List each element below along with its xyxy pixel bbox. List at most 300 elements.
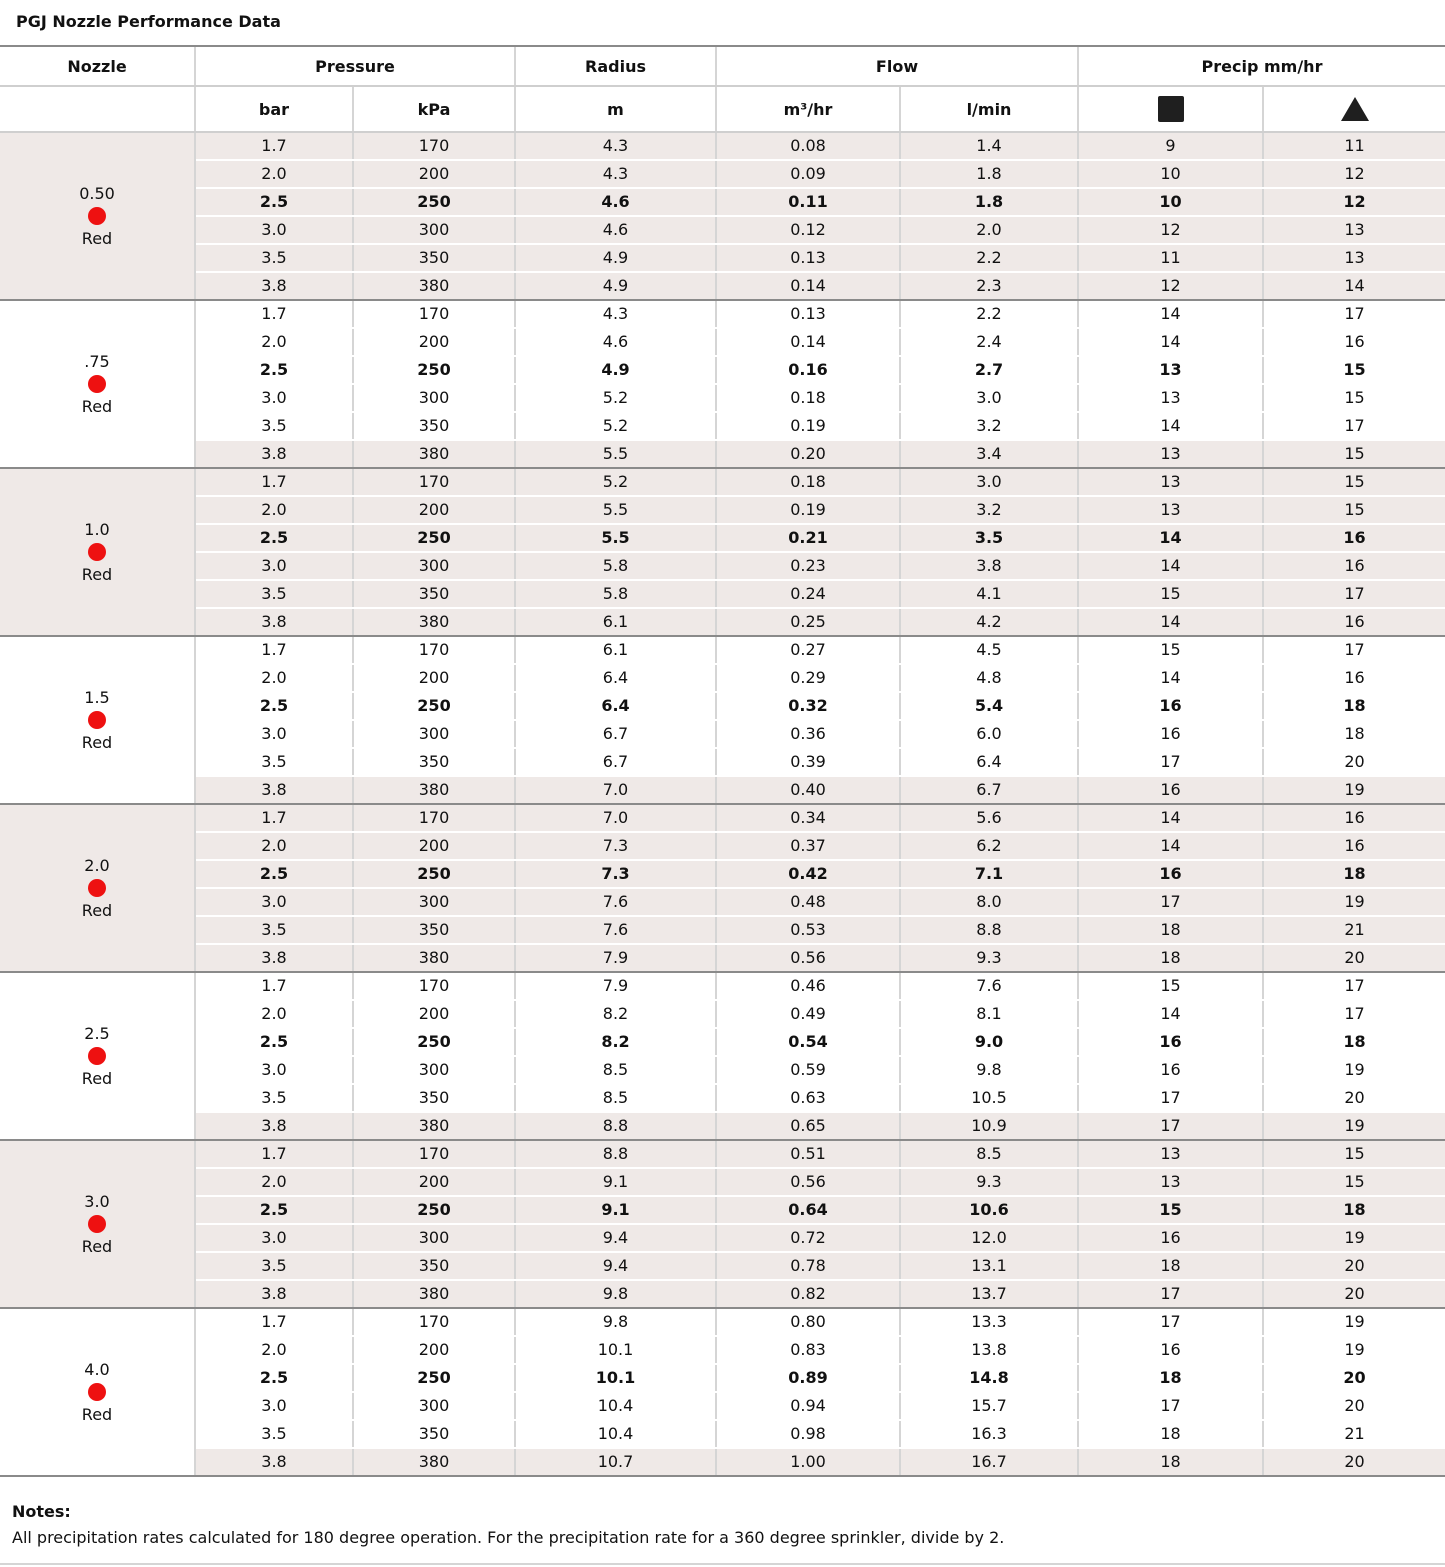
bar-cell: 3.0 [195,1224,353,1252]
precip-triangle-cell: 12 [1263,188,1445,216]
nozzle-color-label: Red [81,733,113,752]
table-row [0,1196,1445,1224]
kpa-cell: 350 [353,412,515,440]
table-row [0,552,1445,580]
radius-cell: 4.3 [515,160,716,188]
precip-square-cell: 13 [1078,384,1263,412]
precip-square-cell: 16 [1078,1056,1263,1084]
bar-cell: 2.0 [195,1168,353,1196]
precip-square-cell: 17 [1078,888,1263,916]
red-dot-icon [88,375,106,393]
pressure-header: Pressure [195,46,515,86]
flow-m3hr-cell: 0.13 [716,300,900,328]
precip-square-cell: 16 [1078,692,1263,720]
radius-cell: 4.6 [515,188,716,216]
nozzle-color-label: Red [81,1069,113,1088]
kpa-cell: 250 [353,1364,515,1392]
bar-cell: 3.8 [195,1448,353,1476]
radius-cell: 9.8 [515,1280,716,1308]
radius-cell: 5.2 [515,384,716,412]
flow-lmin-cell: 9.8 [900,1056,1078,1084]
flow-m3hr-cell: 0.51 [716,1140,900,1168]
precip-square-cell: 15 [1078,1196,1263,1224]
flow-lmin-cell: 13.8 [900,1336,1078,1364]
table-row [0,888,1445,916]
flow-m3hr-cell: 0.83 [716,1336,900,1364]
bottom-divider [0,1563,1445,1565]
flow-m3hr-cell: 0.08 [716,132,900,160]
radius-cell: 4.3 [515,300,716,328]
flow-lmin-cell: 2.2 [900,300,1078,328]
red-dot-icon [88,207,106,225]
radius-cell: 5.5 [515,440,716,468]
unit-m3hr: m³/hr [716,86,900,132]
radius-cell: 10.4 [515,1420,716,1448]
table-row [0,972,1445,1000]
bar-cell: 2.5 [195,692,353,720]
flow-lmin-cell: 2.0 [900,216,1078,244]
red-dot-icon [88,543,106,561]
radius-cell: 5.5 [515,496,716,524]
red-dot-icon [88,1047,106,1065]
kpa-cell: 200 [353,160,515,188]
bar-cell: 2.0 [195,496,353,524]
flow-lmin-cell: 4.1 [900,580,1078,608]
precip-square-cell: 14 [1078,664,1263,692]
flow-lmin-cell: 8.8 [900,916,1078,944]
flow-m3hr-cell: 0.21 [716,524,900,552]
precip-square-cell: 14 [1078,832,1263,860]
flow-m3hr-cell: 0.39 [716,748,900,776]
precip-square-cell: 13 [1078,496,1263,524]
flow-m3hr-cell: 0.14 [716,272,900,300]
table-row [0,860,1445,888]
bar-cell: 3.8 [195,776,353,804]
flow-lmin-cell: 9.3 [900,1168,1078,1196]
table-row [0,468,1445,496]
table-row [0,916,1445,944]
table-row [0,1224,1445,1252]
precip-square-cell: 17 [1078,1112,1263,1140]
bar-cell: 1.7 [195,636,353,664]
precip-triangle-cell: 19 [1263,1336,1445,1364]
radius-cell: 7.0 [515,776,716,804]
flow-lmin-cell: 3.4 [900,440,1078,468]
kpa-cell: 250 [353,356,515,384]
kpa-cell: 170 [353,300,515,328]
nozzle-color-label: Red [81,397,113,416]
precip-triangle-cell: 16 [1263,552,1445,580]
precip-triangle-cell: 15 [1263,1168,1445,1196]
radius-cell: 9.1 [515,1168,716,1196]
precip-square-cell: 14 [1078,300,1263,328]
precip-square-cell: 13 [1078,1168,1263,1196]
precip-triangle-cell: 17 [1263,412,1445,440]
flow-lmin-cell: 3.0 [900,384,1078,412]
precip-square-cell: 11 [1078,244,1263,272]
nozzle-cell [0,636,195,804]
flow-lmin-cell: 3.0 [900,468,1078,496]
bar-cell: 3.5 [195,1084,353,1112]
flow-m3hr-cell: 0.18 [716,468,900,496]
flow-lmin-cell: 1.8 [900,188,1078,216]
bar-cell: 3.0 [195,888,353,916]
bar-cell: 1.7 [195,972,353,1000]
flow-m3hr-cell: 0.27 [716,636,900,664]
red-dot-icon [88,711,106,729]
kpa-cell: 200 [353,664,515,692]
red-dot-icon [88,1383,106,1401]
radius-cell: 7.3 [515,832,716,860]
precip-square-cell: 14 [1078,608,1263,636]
table-row [0,636,1445,664]
nozzle-performance-table [0,45,1445,1477]
radius-cell: 6.7 [515,720,716,748]
precip-triangle-cell: 18 [1263,692,1445,720]
flow-lmin-cell: 1.8 [900,160,1078,188]
bar-cell: 2.0 [195,328,353,356]
precip-square-cell: 10 [1078,160,1263,188]
radius-cell: 8.2 [515,1000,716,1028]
radius-cell: 10.4 [515,1392,716,1420]
flow-lmin-cell: 13.3 [900,1308,1078,1336]
unit-bar: bar [195,86,353,132]
notes-section [12,1502,1432,1548]
precip-square-cell: 16 [1078,1336,1263,1364]
kpa-cell: 300 [353,720,515,748]
table-row [0,1420,1445,1448]
nozzle-size: 3.0 [84,1192,110,1211]
precip-triangle-cell: 17 [1263,300,1445,328]
flow-lmin-cell: 6.4 [900,748,1078,776]
flow-m3hr-cell: 0.54 [716,1028,900,1056]
flow-lmin-cell: 4.5 [900,636,1078,664]
table-body [0,132,1445,1476]
kpa-cell: 170 [353,1308,515,1336]
flow-lmin-cell: 4.2 [900,608,1078,636]
bar-cell: 1.7 [195,1140,353,1168]
precip-triangle-cell: 18 [1263,1028,1445,1056]
kpa-cell: 200 [353,1000,515,1028]
square-icon [1158,96,1184,122]
bar-cell: 3.0 [195,216,353,244]
table-row [0,132,1445,160]
precip-triangle-cell: 13 [1263,244,1445,272]
flow-m3hr-cell: 0.29 [716,664,900,692]
nozzle-color-label: Red [81,901,113,920]
precip-triangle-cell: 15 [1263,1140,1445,1168]
kpa-cell: 300 [353,552,515,580]
kpa-cell: 380 [353,1112,515,1140]
flow-m3hr-cell: 0.14 [716,328,900,356]
table-row [0,188,1445,216]
bar-cell: 3.0 [195,1392,353,1420]
bar-cell: 3.8 [195,440,353,468]
precip-triangle-cell: 15 [1263,496,1445,524]
flow-m3hr-cell: 0.63 [716,1084,900,1112]
bar-cell: 2.0 [195,832,353,860]
table-row [0,720,1445,748]
flow-lmin-cell: 2.3 [900,272,1078,300]
kpa-cell: 170 [353,132,515,160]
kpa-cell: 300 [353,384,515,412]
flow-lmin-cell: 3.2 [900,412,1078,440]
kpa-cell: 250 [353,1028,515,1056]
precip-triangle-cell: 16 [1263,608,1445,636]
red-dot-icon [88,879,106,897]
flow-lmin-cell: 8.5 [900,1140,1078,1168]
kpa-cell: 350 [353,580,515,608]
kpa-cell: 380 [353,608,515,636]
radius-cell: 10.7 [515,1448,716,1476]
flow-m3hr-cell: 0.13 [716,244,900,272]
precip-triangle-cell: 19 [1263,1112,1445,1140]
unit-lmin: l/min [900,86,1078,132]
precip-header: Precip mm/hr [1078,46,1445,86]
precip-triangle-cell: 17 [1263,636,1445,664]
precip-triangle-cell: 20 [1263,1448,1445,1476]
precip-triangle-cell: 19 [1263,888,1445,916]
flow-lmin-cell: 2.2 [900,244,1078,272]
precip-triangle-cell: 19 [1263,1056,1445,1084]
precip-triangle-cell: 16 [1263,664,1445,692]
kpa-cell: 380 [353,272,515,300]
precip-triangle-cell: 20 [1263,1392,1445,1420]
precip-square-cell: 17 [1078,748,1263,776]
table-row [0,216,1445,244]
nozzle-size: 4.0 [84,1360,110,1379]
flow-lmin-cell: 12.0 [900,1224,1078,1252]
flow-m3hr-cell: 0.42 [716,860,900,888]
precip-square-cell: 16 [1078,860,1263,888]
nozzle-header: Nozzle [0,46,195,86]
table-row [0,244,1445,272]
precip-triangle-cell: 17 [1263,1000,1445,1028]
precip-triangle-cell: 20 [1263,944,1445,972]
precip-triangle-cell: 11 [1263,132,1445,160]
flow-lmin-cell: 5.4 [900,692,1078,720]
red-dot-icon [88,1215,106,1233]
flow-lmin-cell: 5.6 [900,804,1078,832]
triangle-icon [1341,97,1369,121]
flow-m3hr-cell: 0.56 [716,1168,900,1196]
nozzle-size: 0.50 [79,184,115,203]
table-row [0,1084,1445,1112]
table-row [0,1280,1445,1308]
table-row [0,944,1445,972]
kpa-cell: 250 [353,860,515,888]
bar-cell: 3.8 [195,608,353,636]
radius-cell: 4.9 [515,356,716,384]
unit-row [0,86,1445,132]
flow-lmin-cell: 2.4 [900,328,1078,356]
flow-m3hr-cell: 0.53 [716,916,900,944]
notes-label: Notes: [12,1502,71,1521]
flow-lmin-cell: 2.7 [900,356,1078,384]
table-row [0,1392,1445,1420]
table-row [0,580,1445,608]
precip-triangle-cell: 14 [1263,272,1445,300]
bar-cell: 1.7 [195,300,353,328]
bar-cell: 2.5 [195,188,353,216]
bar-cell: 2.5 [195,1364,353,1392]
table-row [0,328,1445,356]
table-row [0,440,1445,468]
flow-lmin-cell: 9.0 [900,1028,1078,1056]
bar-cell: 2.5 [195,860,353,888]
flow-m3hr-cell: 0.20 [716,440,900,468]
flow-lmin-cell: 9.3 [900,944,1078,972]
table-row [0,1364,1445,1392]
precip-square-cell: 10 [1078,188,1263,216]
nozzle-color-label: Red [81,1237,113,1256]
bar-cell: 3.8 [195,1112,353,1140]
nozzle-color-label: Red [81,565,113,584]
precip-square-cell: 12 [1078,216,1263,244]
flow-lmin-cell: 8.1 [900,1000,1078,1028]
bar-cell: 3.5 [195,748,353,776]
table-row [0,748,1445,776]
flow-lmin-cell: 10.9 [900,1112,1078,1140]
kpa-cell: 300 [353,888,515,916]
kpa-cell: 380 [353,776,515,804]
flow-m3hr-cell: 1.00 [716,1448,900,1476]
table-row [0,496,1445,524]
table-row [0,272,1445,300]
bar-cell: 3.8 [195,944,353,972]
kpa-cell: 350 [353,1420,515,1448]
precip-triangle-cell: 13 [1263,216,1445,244]
table-row [0,1336,1445,1364]
table-row [0,1308,1445,1336]
flow-lmin-cell: 15.7 [900,1392,1078,1420]
nozzle-color-label: Red [81,1405,113,1424]
table-row [0,1448,1445,1476]
flow-m3hr-cell: 0.12 [716,216,900,244]
radius-header: Radius [515,46,716,86]
flow-m3hr-cell: 0.98 [716,1420,900,1448]
precip-square-cell: 14 [1078,804,1263,832]
precip-triangle-cell: 21 [1263,916,1445,944]
flow-m3hr-cell: 0.80 [716,1308,900,1336]
kpa-cell: 200 [353,1168,515,1196]
precip-triangle-cell: 16 [1263,804,1445,832]
radius-cell: 6.1 [515,608,716,636]
precip-triangle-cell: 20 [1263,1084,1445,1112]
precip-square-cell: 18 [1078,1448,1263,1476]
radius-cell: 5.8 [515,552,716,580]
unit-kpa: kPa [353,86,515,132]
flow-m3hr-cell: 0.34 [716,804,900,832]
precip-square-cell: 17 [1078,1392,1263,1420]
unit-m: m [515,86,716,132]
kpa-cell: 170 [353,972,515,1000]
precip-square-cell: 18 [1078,1252,1263,1280]
precip-square-cell: 16 [1078,776,1263,804]
flow-lmin-cell: 7.6 [900,972,1078,1000]
flow-lmin-cell: 6.0 [900,720,1078,748]
precip-triangle-cell: 18 [1263,1196,1445,1224]
flow-m3hr-cell: 0.78 [716,1252,900,1280]
bar-cell: 2.0 [195,664,353,692]
kpa-cell: 350 [353,748,515,776]
flow-lmin-cell: 3.5 [900,524,1078,552]
flow-m3hr-cell: 0.09 [716,160,900,188]
precip-triangle-cell: 21 [1263,1420,1445,1448]
precip-square-cell: 18 [1078,1364,1263,1392]
precip-triangle-cell: 17 [1263,972,1445,1000]
flow-m3hr-cell: 0.18 [716,384,900,412]
radius-cell: 6.1 [515,636,716,664]
flow-m3hr-cell: 0.59 [716,1056,900,1084]
radius-cell: 7.6 [515,888,716,916]
precip-triangle-cell: 16 [1263,524,1445,552]
precip-square-cell: 16 [1078,720,1263,748]
radius-cell: 8.8 [515,1140,716,1168]
precip-triangle-cell: 19 [1263,776,1445,804]
kpa-cell: 170 [353,636,515,664]
flow-m3hr-cell: 0.11 [716,188,900,216]
bar-cell: 2.0 [195,160,353,188]
radius-cell: 4.6 [515,328,716,356]
radius-cell: 6.4 [515,692,716,720]
kpa-cell: 300 [353,1392,515,1420]
flow-m3hr-cell: 0.19 [716,412,900,440]
radius-cell: 4.9 [515,272,716,300]
precip-square-cell: 15 [1078,580,1263,608]
radius-cell: 9.8 [515,1308,716,1336]
radius-cell: 5.2 [515,412,716,440]
table-row [0,300,1445,328]
kpa-cell: 380 [353,1280,515,1308]
nozzle-size: 1.0 [84,520,110,539]
precip-square-cell: 13 [1078,356,1263,384]
flow-lmin-cell: 13.1 [900,1252,1078,1280]
flow-lmin-cell: 10.5 [900,1084,1078,1112]
nozzle-cell [0,132,195,300]
kpa-cell: 250 [353,692,515,720]
radius-cell: 7.0 [515,804,716,832]
nozzle-cell [0,1308,195,1476]
flow-m3hr-cell: 0.32 [716,692,900,720]
flow-lmin-cell: 3.8 [900,552,1078,580]
nozzle-cell [0,804,195,972]
bar-cell: 3.8 [195,1280,353,1308]
radius-cell: 6.7 [515,748,716,776]
bar-cell: 3.8 [195,272,353,300]
precip-triangle-cell: 12 [1263,160,1445,188]
bar-cell: 2.0 [195,1000,353,1028]
bar-cell: 3.0 [195,1056,353,1084]
nozzle-unit-empty [0,86,195,132]
precip-triangle-header [1263,86,1445,132]
precip-square-cell: 13 [1078,468,1263,496]
precip-triangle-cell: 20 [1263,1280,1445,1308]
precip-triangle-cell: 16 [1263,832,1445,860]
precip-triangle-cell: 15 [1263,356,1445,384]
precip-square-cell: 18 [1078,1420,1263,1448]
precip-square-cell: 14 [1078,412,1263,440]
radius-cell: 4.9 [515,244,716,272]
precip-triangle-cell: 15 [1263,440,1445,468]
precip-triangle-cell: 17 [1263,580,1445,608]
bar-cell: 1.7 [195,804,353,832]
table-row [0,692,1445,720]
bar-cell: 3.5 [195,244,353,272]
flow-lmin-cell: 8.0 [900,888,1078,916]
radius-cell: 7.9 [515,944,716,972]
nozzle-cell [0,300,195,468]
